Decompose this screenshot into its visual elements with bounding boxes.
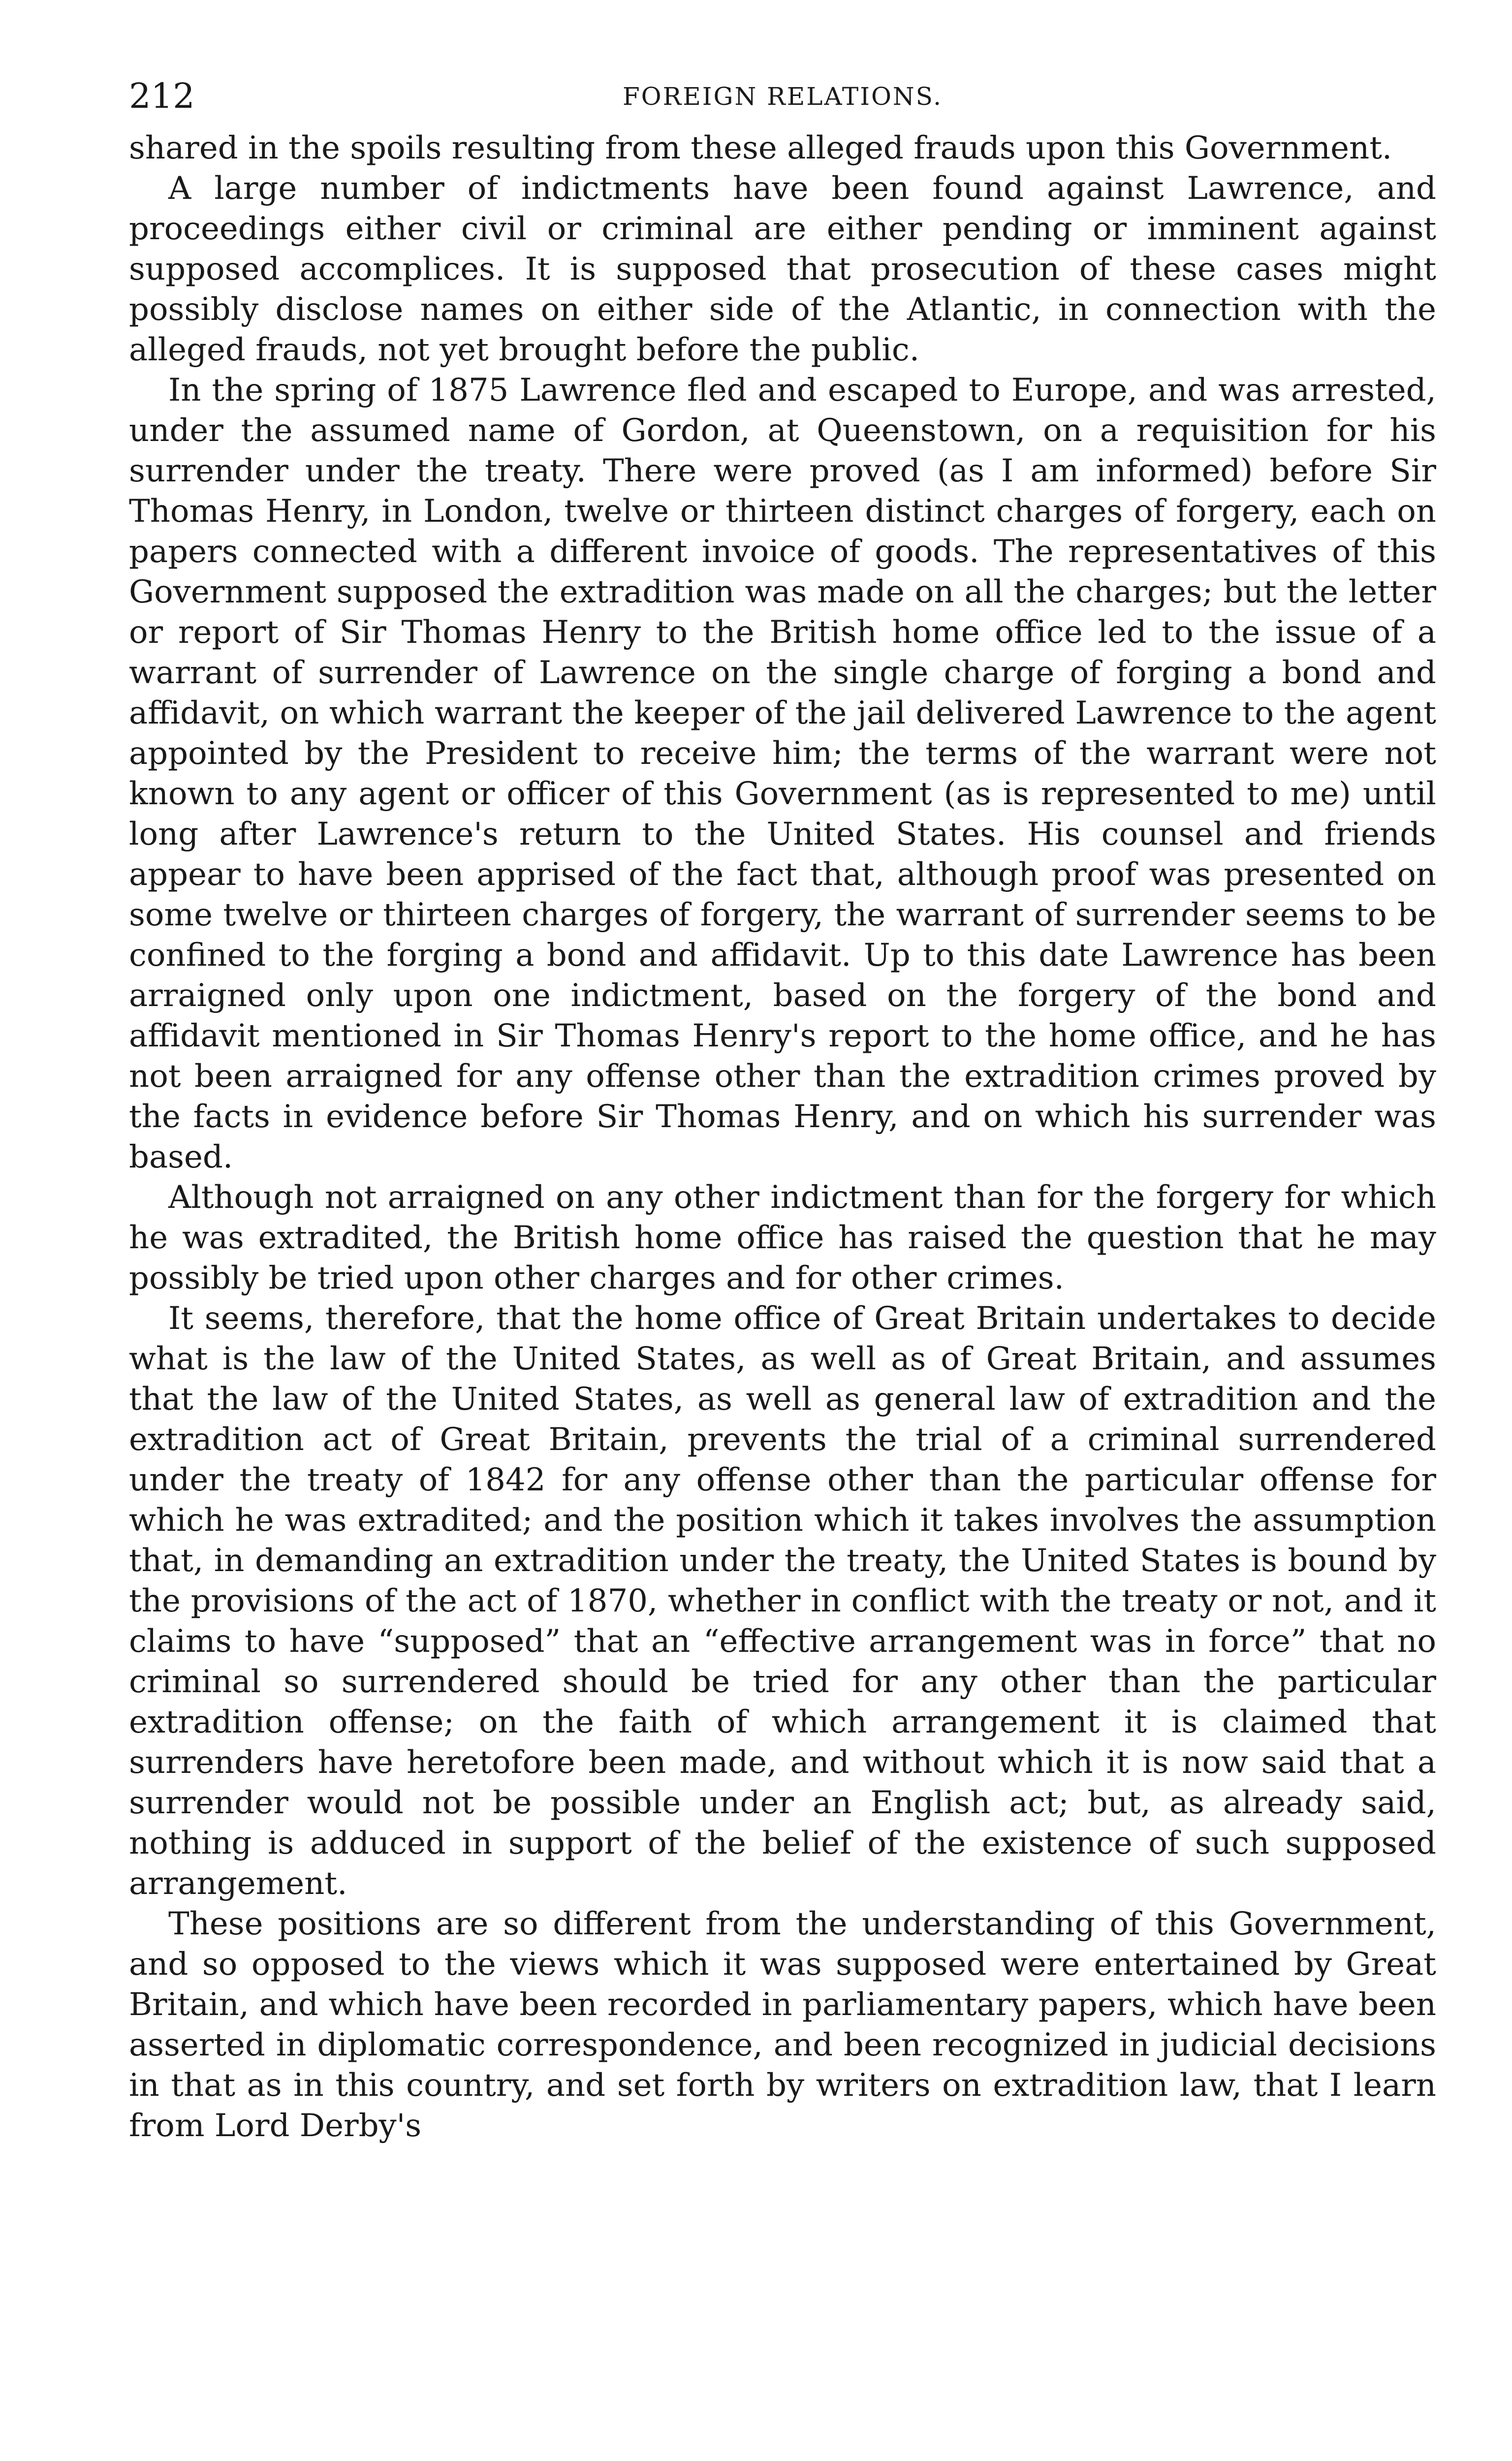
- paragraph: shared in the spoils resulting from these alleged frauds upon this Government.: [129, 130, 1392, 166]
- body-text: [129, 128, 1436, 2146]
- page-number: 212: [129, 76, 195, 116]
- paragraph: It seems, therefore, that the home office of Great Britain undertakes to decide what is the law of the United States, as well as of Great Britain, and assumes that the law of the United States, as well as general law of extradition and the extradition act of Great Britain, prevents the trial of a criminal surrendered under the treaty of 1842 for any offense other than the particular offense for which he was extradited; and the position which it takes involves the assumption that, in demanding an extradition under the treaty, the United States is bound by the provisions of the act of 1870, whether in conflict with the treaty or not, and it claims to have “supposed” that an “effective arrangement was in force” that no criminal so surrendered should be tried for any other than the particular extradition offense; on the faith of which arrangement it is claimed that surrenders have heretofore been made, and without which it is now said that a surrender would not be possible under an English act; but, as already said, nothing is adduced in support of the belief of the existence of such supposed arrangement.: [129, 1300, 1436, 1902]
- paragraph: These positions are so different from the understanding of this Government, and so opposed to the views which it was supposed were entertained by Great Britain, and which have been recorded in parliamentary papers, which have been asserted in diplomatic correspondence, and been recognized in judicial decisions in that as in this country, and set forth by writers on extradition law, that I learn from Lord Derby's: [129, 1906, 1436, 2144]
- paragraph: Although not arraigned on any other indictment than for the forgery for which he was extradited, the British home office has raised the question that he may possibly be tried upon other charges and for other crimes.: [129, 1179, 1436, 1296]
- section-title: FOREIGN RELATIONS.: [622, 82, 943, 111]
- paragraph: A large number of indictments have been found against Lawrence, and proceedings either civil or criminal are either pending or imminent against supposed accomplices. It is supposed that prosecution of these cases might possibly disclose names on either side of the Atlantic, in connection with the alleged frauds, not yet brought before the public.: [129, 170, 1436, 368]
- document-page: [129, 74, 1436, 2146]
- paragraph: In the spring of 1875 Lawrence fled and escaped to Europe, and was arrested, under the assumed name of Gordon, at Queenstown, on a requisition for his surrender under the treaty. There were proved (as I am informed) before Sir Thomas Henry, in London, twelve or thirteen distinct charges of forgery, each on papers connected with a different invoice of goods. The representatives of this Government supposed the extradition was made on all the charges; but the letter or report of Sir Thomas Henry to the British home office led to the issue of a warrant of surrender of Lawrence on the single charge of forging a bond and affidavit, on which warrant the keeper of the jail delivered Lawrence to the agent appointed by the President to receive him; the terms of the warrant were not known to any agent or officer of this Government (as is represented to me) until long after Lawrence's return to the United States. His counsel and friends appear to have been apprised of the fact that, although proof was presented on some twelve or thirteen charges of forgery, the warrant of surrender seems to be confined to the forging a bond and affidavit. Up to this date Lawrence has been arraigned only upon one indictment, based on the forgery of the bond and affidavit mentioned in Sir Thomas Henry's report to the home office, and he has not been arraigned for any offense other than the extradition crimes proved by the facts in evidence before Sir Thomas Henry, and on which his surrender was based.: [129, 372, 1436, 1175]
- running-head: [129, 74, 1436, 128]
